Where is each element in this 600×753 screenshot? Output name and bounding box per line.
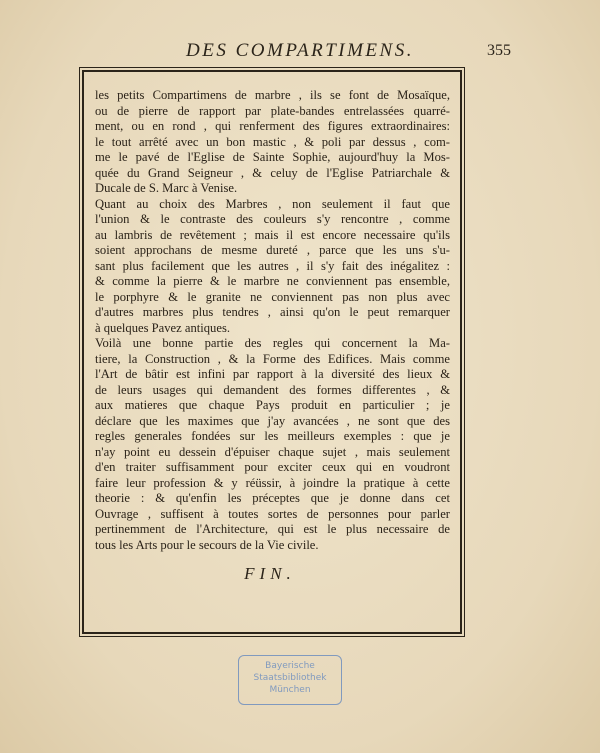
text-line: Ducale de S. Marc à Venise.: [95, 181, 238, 195]
text-line: le porphyre & le granite ne conviennent pas non plus avec: [95, 289, 450, 304]
text-line: soient approchans de mesme dureté , parce que les uns s'u-: [95, 243, 450, 257]
text-line: tous les Arts pour le secours de la Vie civile.: [95, 537, 319, 552]
stamp-line-1: Bayerische: [265, 661, 315, 671]
page-number: 355: [487, 42, 511, 59]
text-line: de leurs usages qui demandent des formes differentes , &: [95, 382, 450, 397]
running-head: DES COMPARTIMENS.: [186, 40, 414, 61]
text-line: Voilà une bonne partie des regles qui concernent la Ma-: [95, 336, 450, 350]
text-line: quée du Grand Seigneur , & celuy de l'Eglise Patriarchale &: [95, 165, 450, 180]
text-line: pertinemment de l'Architecture, qui est le plus necessaire de: [95, 522, 450, 536]
text-line: déclare que les maximes que j'ay avancées , ne sont que des: [95, 413, 450, 428]
text-line: aux matieres que chaque Pays produit en particulier ; je: [95, 398, 450, 412]
text-line: me le pavé de l'Eglise de Sainte Sophie, aujourd'huy la Mos-: [95, 150, 450, 164]
stamp-line-2: Staatsbibliothek: [253, 673, 327, 683]
text-line: & comme la pierre & le marbre ne conviennent pas ensemble,: [95, 274, 450, 288]
text-line: l'Art de bâtir est infini par rapport à la diversité des lieux &: [95, 367, 450, 381]
text-line: Ouvrage , suffisent à toutes sortes de personnes pour parler: [95, 506, 450, 521]
text-line: ment, ou en rond , qui renferment des figures extraordinaires:: [95, 119, 450, 133]
stamp-line-3: München: [269, 685, 311, 695]
text-line: n'ay point eu dessein d'épuiser chaque sujet , mais seulement: [95, 444, 450, 459]
text-line: sant plus facilement que les autres , il s'y fait des inégalitez :: [95, 258, 450, 273]
text-line: Quant au choix des Marbres , non seulement il faut que: [95, 196, 450, 211]
text-line: d'en traiter suffisamment pour exciter ceux qui en voudront: [95, 460, 450, 474]
text-line: le tout arrêté avec un bon mastic , & poli par dessus , com-: [95, 134, 450, 149]
text-line: faire leur profession & y réüssir, à joindre la pratique à cette: [95, 475, 450, 490]
text-line: l'union & le contraste des couleurs s'y rencontre , comme: [95, 212, 450, 226]
text-line: tiere, la Construction , & la Forme des Edifices. Mais comme: [95, 351, 450, 366]
library-stamp: [238, 655, 342, 705]
text-line: regles generales fondées sur les meilleurs exemples : que je: [95, 429, 450, 443]
text-line: à quelques Pavez antiques.: [95, 320, 230, 335]
closing-fin: FIN.: [244, 564, 296, 583]
text-line: au lambris de revêtement ; mais il est encore necessaire qu'ils: [95, 227, 450, 242]
text-line: les petits Compartimens de marbre , ils se font de Mosaïque,: [95, 88, 450, 102]
text-line: d'autres marbres plus tendres , ainsi qu'on le peut remarquer: [95, 305, 450, 319]
text-line: ou de pierre de rapport par plate-bandes entrelassées quarré-: [95, 103, 450, 118]
body-text: [95, 88, 450, 553]
text-line: theorie : & qu'enfin les préceptes que je donne dans cet: [95, 491, 450, 505]
